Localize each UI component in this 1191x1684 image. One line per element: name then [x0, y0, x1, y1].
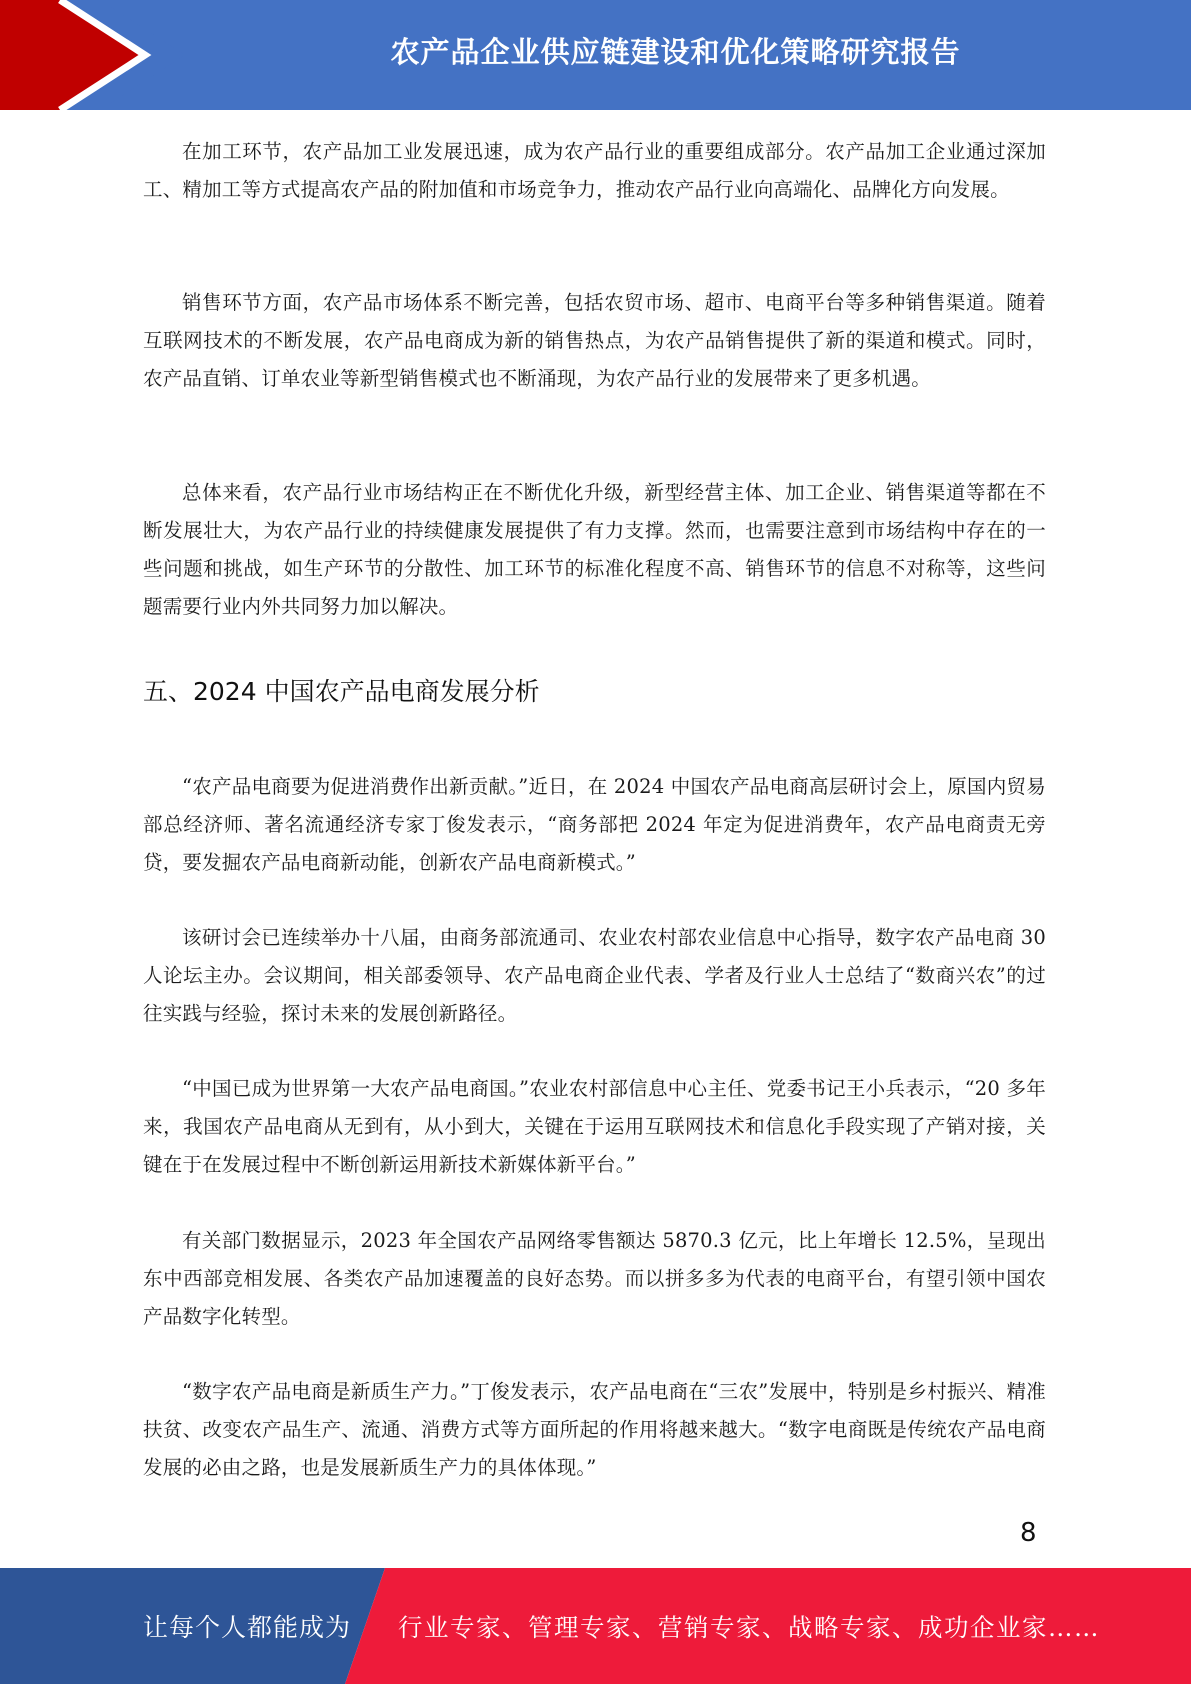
paragraph-quote-productivity: “数字农产品电商是新质生产力。”丁俊发表示，农产品电商在“三农”发展中，特别是乡村振兴、精准扶贫、改变农产品生产、流通、消费方式等方面所起的作用将越来越大。“数字电商既是传统农产品电商发展的必由之路，也是发展新质生产力的具体体现。” — [143, 1380, 1046, 1479]
paragraph-sales: 销售环节方面，农产品市场体系不断完善，包括农贸市场、超市、电商平台等多种销售渠道。随着互联网技术的不断发展，农产品电商成为新的销售热点，为农产品销售提供了新的渠道和模式。同时，农产品直销、订单农业等新型销售模式也不断涌现，为农产品行业的发展带来了更多机遇。 — [143, 291, 1046, 390]
paragraph-seminar: 该研讨会已连续举办十八届，由商务部流通司、农业农村部农业信息中心指导，数字农产品电商 30 人论坛主办。会议期间，相关部委领导、农产品电商企业代表、学者及行业人士总结了“数商兴农”的过往实践与经验，探讨未来的发展创新路径。 — [143, 926, 1046, 1025]
paragraph-quote-consumption: “农产品电商要为促进消费作出新贡献。”近日，在 2024 中国农产品电商高层研讨会上，原国内贸易部总经济师、著名流通经济专家丁俊发表示，“商务部把 2024 年定为促进消费年，农产品电商责无旁贷，要发掘农产品电商新动能，创新农产品电商新模式。” — [143, 775, 1046, 874]
paragraph-summary: 总体来看，农产品行业市场结构正在不断优化升级，新型经营主体、加工企业、销售渠道等都在不断发展壮大，为农产品行业的持续健康发展提供了有力支撑。然而，也需要注意到市场结构中存在的一些问题和挑战，如生产环节的分散性、加工环节的标准化程度不高、销售环节的信息不对称等，这些问题需要行业内外共同努力加以解决。 — [143, 481, 1046, 618]
paragraph-quote-largest: “中国已成为世界第一大农产品电商国。”农业农村部信息中心主任、党委书记王小兵表示，“20 多年来，我国农产品电商从无到有，从小到大，关键在于运用互联网技术和信息化手段实现了产销对接，关键在于在发展过程中不断创新运用新技术新媒体新平台。” — [143, 1077, 1046, 1176]
section-heading: 五、2024 中国农产品电商发展分析 — [143, 677, 540, 706]
paragraph-processing: 在加工环节，农产品加工业发展迅速，成为农产品行业的重要组成部分。农产品加工企业通过深加工、精加工等方式提高农产品的附加值和市场竞争力，推动农产品行业向高端化、品牌化方向发展。 — [143, 140, 1046, 201]
report-title: 农产品企业供应链建设和优化策略研究报告 — [390, 34, 961, 69]
footer-slogan-left: 让每个人都能成为 — [143, 1613, 352, 1642]
paragraph-statistics: 有关部门数据显示，2023 年全国农产品网络零售额达 5870.3 亿元，比上年增长 12.5%，呈现出东中西部竞相发展、各类农产品加速覆盖的良好态势。而以拼多多为代表的电商平台，有望引领中国农产品数字化转型。 — [143, 1229, 1046, 1328]
footer-slogan-right: 行业专家、管理专家、营销专家、战略专家、成功企业家…… — [398, 1612, 1100, 1642]
page-header — [0, 0, 1191, 110]
page-number: 8 — [1020, 1518, 1037, 1548]
page-footer — [0, 1568, 1191, 1684]
